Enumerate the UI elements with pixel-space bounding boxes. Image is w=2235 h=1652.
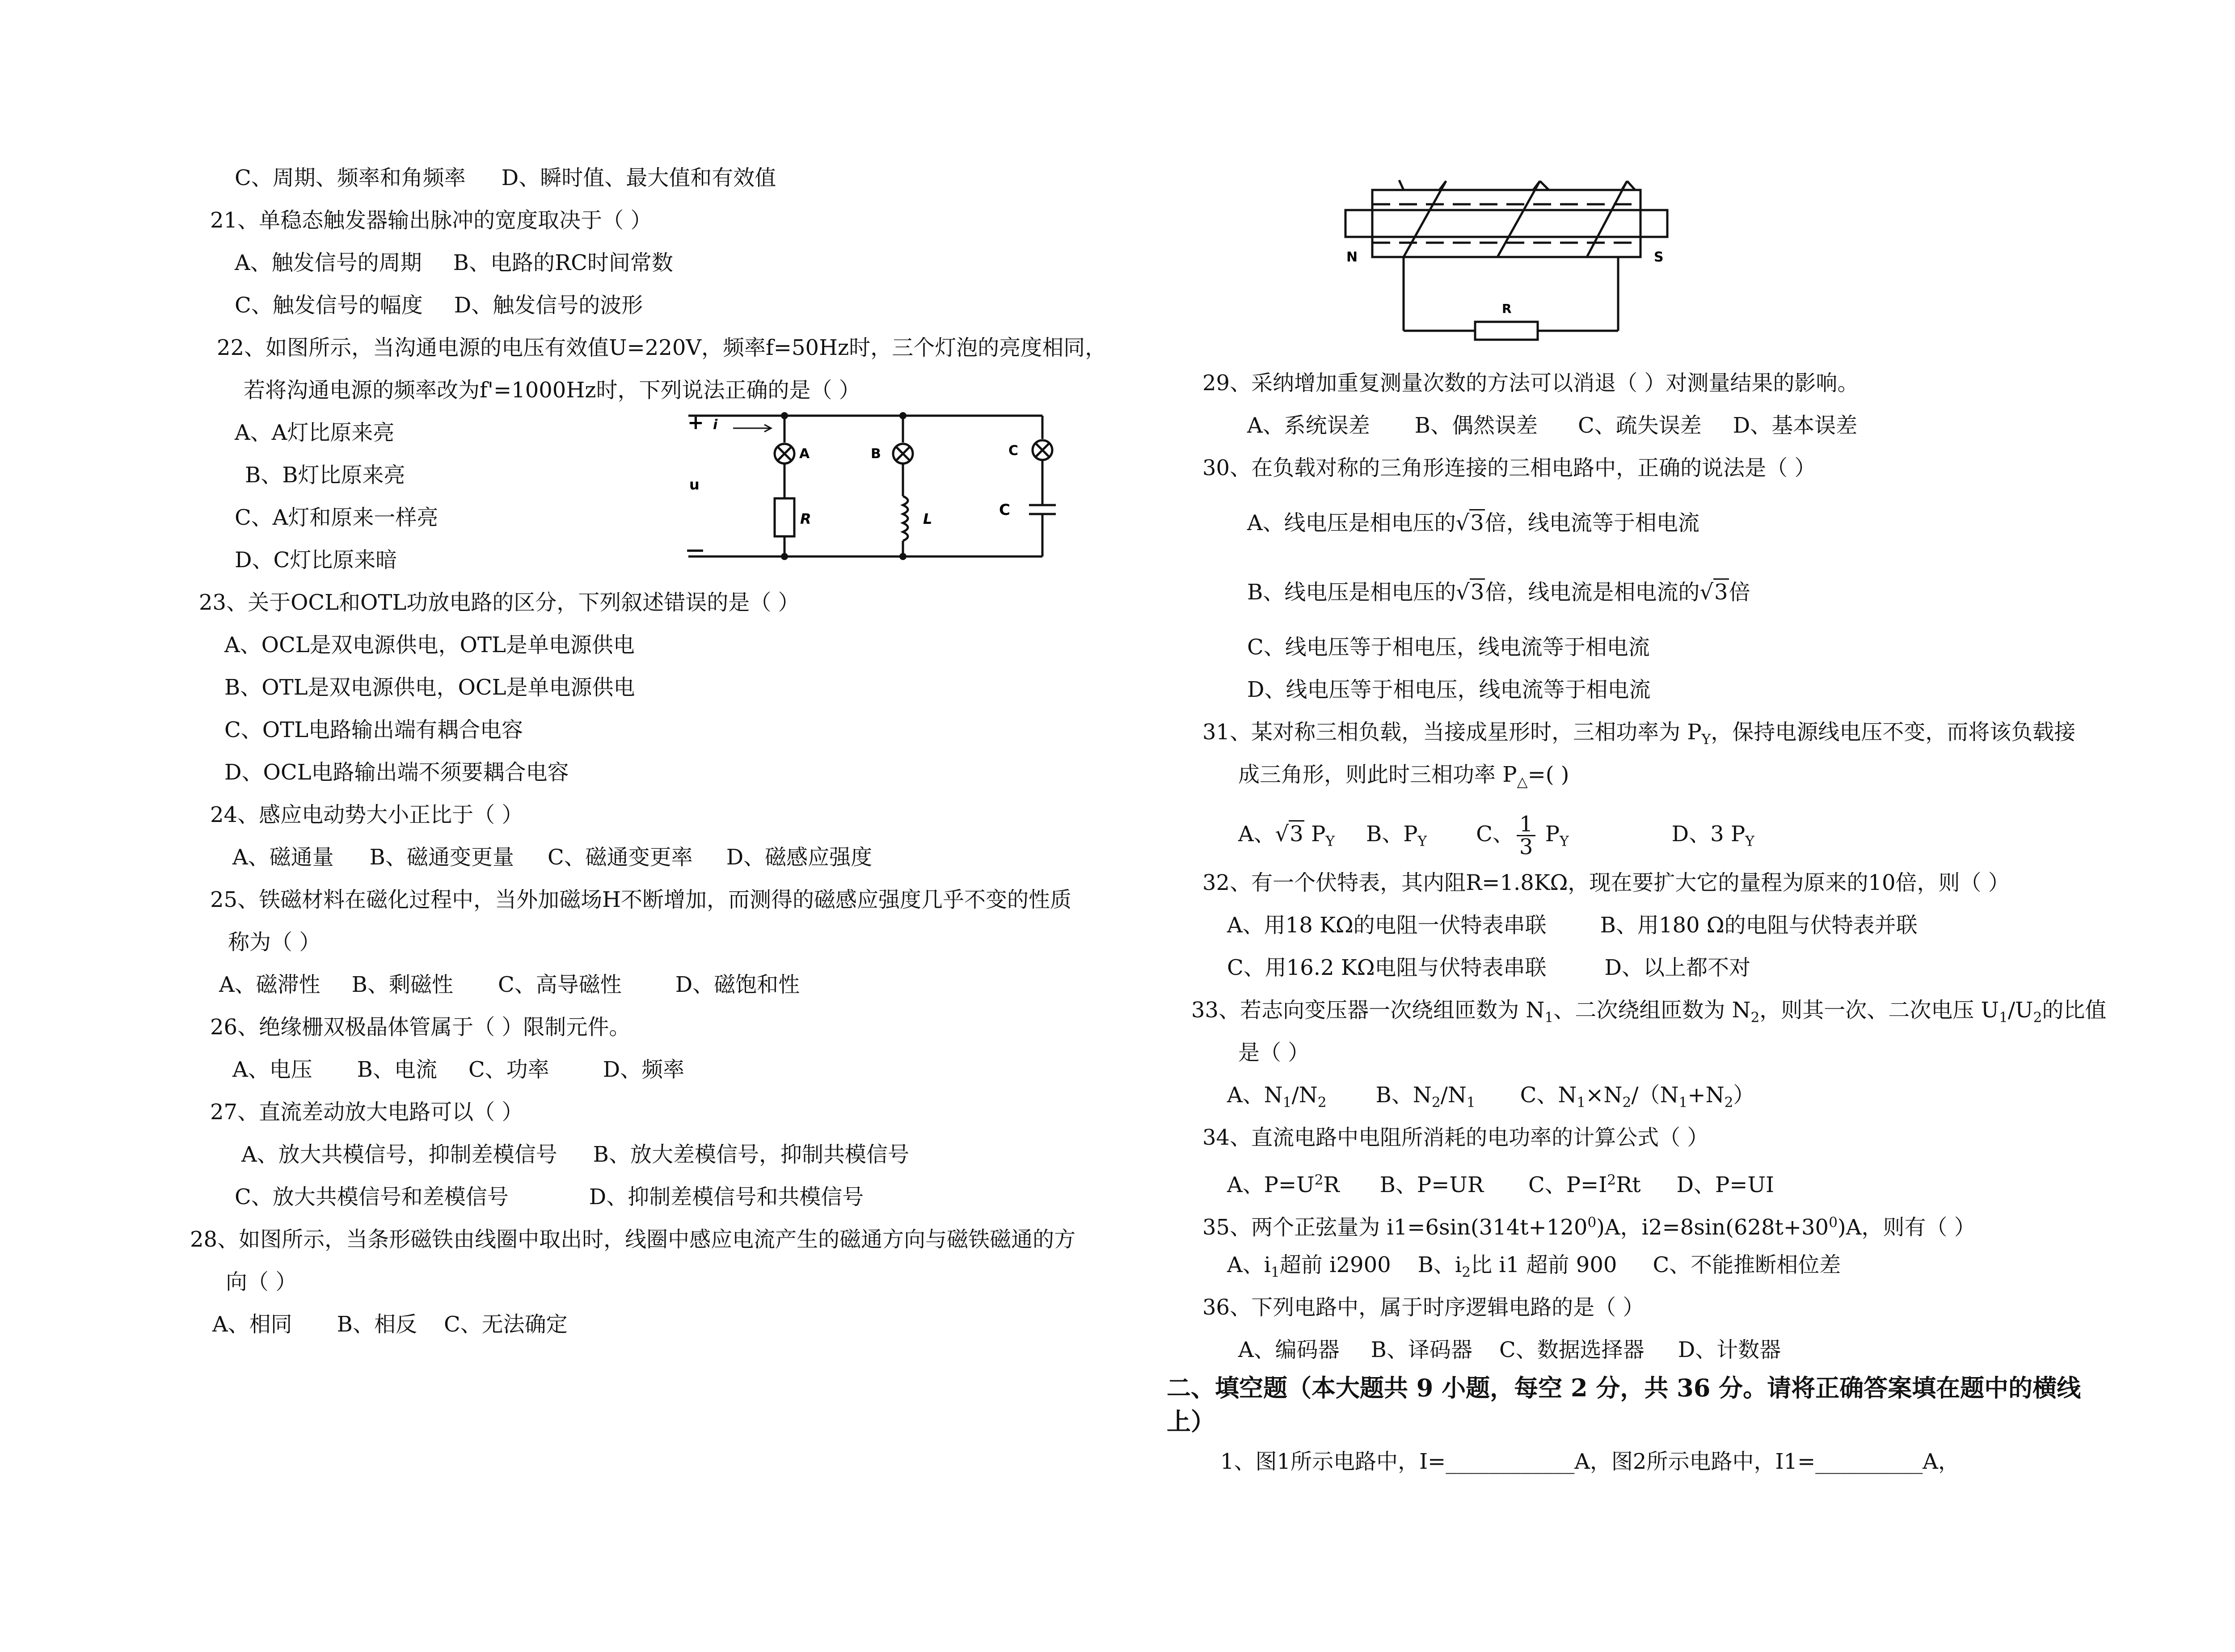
q23-option-c: C、OTL电路输出端有耦合电容 (224, 717, 523, 742)
q23-option-d: D、OCL电路输出端不须要耦合电容 (224, 760, 569, 785)
q23-option-a: A、OCL是双电源供电，OTL是单电源供电 (224, 632, 635, 657)
q22-plus-label: + (687, 411, 704, 434)
q36-stem: 36、下列电路中，属于时序逻辑电路的是（ ） (1202, 1295, 1645, 1320)
q22-inductor-label: L (923, 510, 932, 527)
q22-u-label: u (689, 476, 700, 493)
q30-stem: 30、在负载对称的三角形连接的三相电路中，正确的说法是（ ） (1202, 455, 1816, 480)
q35-stem: 35、两个正弦量为 $i1=6\sin(314t+120^0)A$，$i2=8\sin(628t+30^0)A$，则有（ ） (1202, 1214, 1976, 1240)
q23-stem: 23、关于OCL和OTL功放电路的区分，下列叙述错误的是（ ） (199, 590, 800, 615)
sqrt-symbol: √3 (1699, 579, 1729, 606)
q31-stem-line1: 31、某对称三相负载，当接成星形时，三相功率为 $P_Y$，保持电源线电压不变，而将该负载接 (1202, 720, 2076, 748)
q27-options-ab: A、放大共模信号，抑制差模信号 B、放大差模信号，抑制共模信号 (241, 1142, 909, 1167)
q28-south-label: S (1654, 249, 1664, 265)
q22-lamp-a-label: A (799, 446, 810, 462)
q25-stem-line1: 25、铁磁材料在磁化过程中，当外加磁场H不断增加，而测得的磁感应强度几乎不变的性质 (210, 887, 1071, 912)
q21-stem: 21、单稳态触发器输出脉冲的宽度取决于（ ） (210, 208, 652, 233)
q36-options: A、编码器 B、译码器 C、数据选择器 D、计数器 (1238, 1337, 1781, 1362)
q20-options-cd: C、周期、频率和角频率 D、瞬时值、最大值和有效值 (235, 165, 776, 190)
q31-stem-line2: 成三角形，则此时三相功率 $P_\triangle=$( ) (1238, 762, 1569, 790)
q22-stem-line2: 若将沟通电源的频率改为f'=1000Hz时，下列说法正确的是（ ） (244, 378, 860, 403)
fraction-one-third: $\frac{1}{3}$ (1517, 813, 1536, 858)
q31-options: A、√3 $P_Y$ B、$P_Y$ C、 $\frac{1}{3}$ $P_Y$ D、3 $P_Y$ (1238, 812, 1754, 860)
q33-options: A、$N_1/N_2$ B、$N_2/N_1$ C、$N_1\times N_2/(N_1+N_2)$ (1227, 1083, 1755, 1111)
q28-stem-line1: 28、如图所示，当条形磁铁由线圈中取出时，线圈中感应电流产生的磁通方向与磁铁磁通的方 (190, 1227, 1076, 1252)
q32-options-cd: C、用16.2 KΩ电阻与伏特表串联 D、以上都不对 (1227, 955, 1751, 980)
q22-option-a: A、A灯比原来亮 (235, 420, 395, 445)
sqrt-symbol: √3 (1456, 579, 1485, 606)
q26-stem: 26、绝缘栅双极晶体管属于（ ）限制元件。 (210, 1015, 631, 1040)
q30-option-d: D、线电压等于相电压，线电流等于相电流 (1247, 677, 1651, 702)
q34-options: A、$P=U^2R$ B、P=UR C、$P=I^2Rt$ D、P=UI (1227, 1172, 1774, 1197)
q33-stem-line1: 33、若志向变压器一次绕组匝数为 $N_1$、二次绕组匝数为 $N_2$，则其一次、二次电压 $U_1/U_2$的比值 (1191, 998, 2107, 1026)
q23-option-b: B、OTL是双电源供电，OCL是单电源供电 (224, 675, 635, 700)
q32-stem: 32、有一个伏特表，其内阻R=1.8KΩ，现在要扩大它的量程为原来的10倍，则（ ） (1202, 870, 2010, 895)
q25-stem-line2: 称为（ ） (228, 930, 321, 955)
q28-options: A、相同 B、相反 C、无法确定 (212, 1312, 568, 1337)
q22-lamp-c-label: C (1008, 443, 1019, 459)
sqrt-symbol: √3 (1275, 821, 1304, 847)
q22-capacitor-label: C (999, 501, 1010, 519)
q22-option-d: D、C灯比原来暗 (235, 548, 397, 573)
section-2-title-line2: 上） (1167, 1407, 1215, 1436)
q22-option-b: B、B灯比原来亮 (245, 463, 405, 488)
q21-options-cd: C、触发信号的幅度 D、触发信号的波形 (235, 293, 643, 318)
q33-stem-line2: 是（ ） (1238, 1040, 1310, 1065)
q22-option-c: C、A灯和原来一样亮 (235, 505, 439, 530)
q22-stem-line1: 22、如图所示，当沟通电源的电压有效值U=220V，频率f=50Hz时，三个灯泡的亮度相同， (217, 335, 1107, 360)
q24-stem: 24、感应电动势大小正比于（ ） (210, 802, 523, 827)
q29-stem: 29、采纳增加重复测量次数的方法可以消退（ ）对测量结果的影响。 (1202, 371, 1859, 396)
q32-options-ab: A、用18 KΩ的电阻一伏特表串联 B、用180 Ω的电阻与伏特表并联 (1227, 913, 1918, 938)
q30-option-a: A、线电压是相电压的√3倍，线电流等于相电流 (1247, 510, 1699, 536)
q27-stem: 27、直流差动放大电路可以（ ） (210, 1100, 523, 1125)
q24-options: A、磁通量 B、磁通变更量 C、磁通变更率 D、磁感应强度 (232, 845, 873, 870)
q22-circuit-diagram (679, 407, 1073, 572)
q27-options-cd: C、放大共模信号和差模信号 D、抑制差模信号和共模信号 (235, 1184, 864, 1210)
q30-option-c: C、线电压等于相电压，线电流等于相电流 (1247, 635, 1650, 660)
q25-options: A、磁滞性 B、剩磁性 C、高导磁性 D、磁饱和性 (219, 972, 800, 997)
q28-stem-line2: 向（ ） (226, 1269, 297, 1294)
q22-i1-label: i (713, 417, 718, 433)
q21-options-ab: A、触发信号的周期 B、电路的RC时间常数 (235, 250, 673, 275)
q29-options: A、系统误差 B、偶然误差 C、疏失误差 D、基本误差 (1247, 413, 1858, 438)
q30-option-b: B、线电压是相电压的√3倍，线电流是相电流的√3倍 (1247, 579, 1750, 606)
q28-magnet-coil-diagram (1337, 177, 1676, 351)
q34-stem: 34、直流电路中电阻所消耗的电功率的计算公式（ ） (1202, 1125, 1709, 1150)
q28-north-label: N (1346, 249, 1358, 265)
q35-options: A、$i_1$超前 i2900 B、$i_2$比 i1 超前 900 C、不能推断相位差 (1227, 1252, 1841, 1281)
q22-minus-label: — (686, 539, 704, 560)
q22-lamp-b-label: B (871, 446, 881, 462)
q26-options: A、电压 B、电流 C、功率 D、频率 (232, 1057, 685, 1082)
fill-blank-q1: 1、图1所示电路中，I=____________A，图2所示电路中，I1=__________A， (1220, 1449, 1960, 1474)
sqrt-symbol: √3 (1456, 510, 1485, 536)
section-2-title-line1: 二、填空题（本大题共 9 小题，每空 2 分，共 36 分。请将正确答案填在题中的横线 (1167, 1374, 2081, 1402)
q28-resistor-label: R (1502, 301, 1512, 316)
q22-resistor-label: R (800, 510, 811, 527)
